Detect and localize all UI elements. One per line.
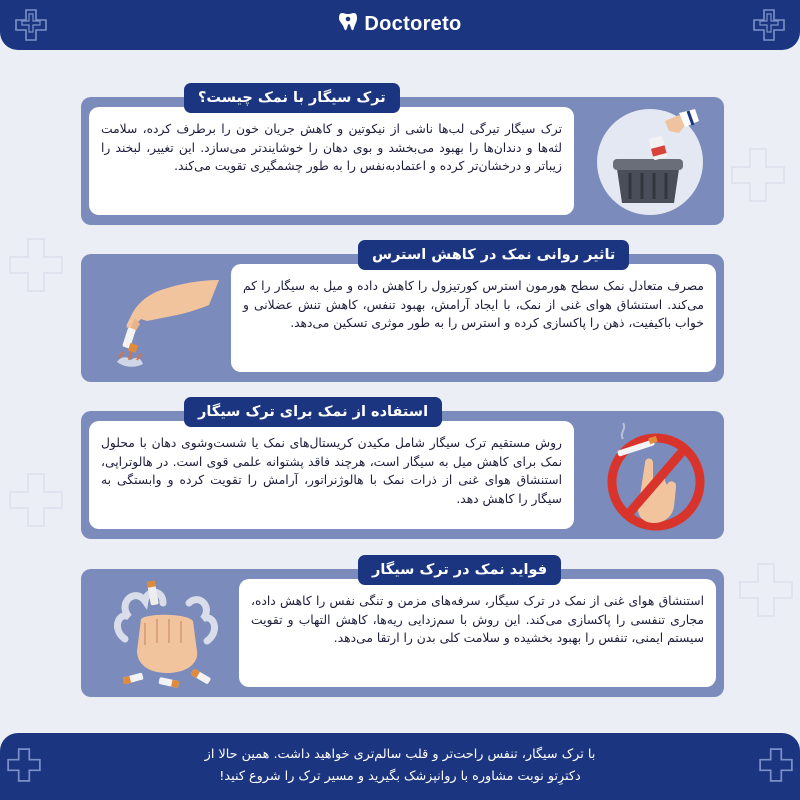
section-card [81, 404, 724, 539]
header-bar [0, 0, 800, 50]
medical-cross-icon [758, 747, 794, 783]
medical-cross-icon [6, 747, 42, 783]
footer-cta-text[interactable] [60, 744, 740, 788]
tooth-icon [338, 11, 358, 33]
hand-stubbing-cigarette-illustration [101, 268, 221, 378]
brand-name: Doctoreto [364, 13, 462, 35]
section-textbox [89, 107, 574, 215]
section-title: تاثیر روانی نمک در کاهش استرس [358, 240, 629, 270]
section-textbox [239, 579, 716, 687]
footer-line: با ترک سیگار، تنفس راحت‌تر و قلب سالم‌تری خواهید داشت. همین حالا از [204, 747, 596, 762]
section-card [81, 562, 724, 697]
background-cross-icon [6, 470, 66, 530]
footer-cta-bar [0, 733, 800, 800]
section-title: فواید نمک در ترک سیگار [358, 555, 561, 585]
background-cross-icon [6, 235, 66, 295]
section-card [81, 247, 724, 382]
section-body: روش مستقیم ترک سیگار شامل مکیدن کریستال‌های نمک یا شست‌وشوی دهان با محلول نمک برای کاهش میل به سیگار است، هرچند فاقد پشتوانه علمی قوی است. در هالوتراپی، استنشاق هوای غنی از ذرات نمک با هالوژنراتور، آرامش را تقویت کرده و وابستگی به سیگار را کاهش دهد. [101, 436, 562, 506]
section-body: استنشاق هوای غنی از نمک در ترک سیگار، سرفه‌های مزمن و تنگی نفس را کاهش داده، مجاری تنفسی را پاکسازی می‌کند. این روش با سم‌زدایی ریه‌ها، کاهش التهاب و تقویت سیستم ایمنی، تنفس را بهبود بخشیده و سلامت کلی بدن را ارتقا می‌دهد. [251, 594, 704, 645]
section-card [81, 90, 724, 225]
hand-crushing-cigarettes-illustration [103, 579, 231, 695]
section-textbox [231, 264, 716, 372]
footer-line: دکترِتو نوبت مشاوره با روانپزشک بگیرید و مسیر ترک را شروع کنید! [219, 769, 581, 784]
background-cross-icon [736, 560, 796, 620]
brand-logo[interactable] [0, 11, 800, 36]
section-title: ترک سیگار با نمک چیست؟ [184, 83, 400, 113]
section-title: استفاده از نمک برای ترک سیگار [184, 397, 442, 427]
no-smoking-hand-illustration [601, 417, 711, 535]
background-cross-icon [728, 145, 788, 205]
section-body: مصرف متعادل نمک سطح هورمون استرس کورتیزول را کاهش داده و میل به سیگار را کم می‌کند. استنشاق هوای غنی از نمک، با ایجاد آرامش، بهبود تنفس، کاهش تنش عضلانی و خواب باکیفیت، ذهن را پاکسازی کرده و استرس را به طور موثری تسکین می‌دهد. [243, 279, 704, 330]
section-body: ترک سیگار تیرگی لب‌ها ناشی از نیکوتین و کاهش جریان خون را برطرف کرده، سلامت لثه‌ها و دندان‌ها را بهبود می‌بخشد و بوی دهان را خوشایندتر می‌سازد. این تغییر، لبخند را زیباتر و درخشان‌تر کرده و اعتمادبه‌نفس را به طور چشمگیری تقویت می‌کند. [101, 122, 562, 173]
medical-cross-icon [752, 8, 786, 42]
section-textbox [89, 421, 574, 529]
cigarette-in-trash-illustration [595, 107, 705, 217]
